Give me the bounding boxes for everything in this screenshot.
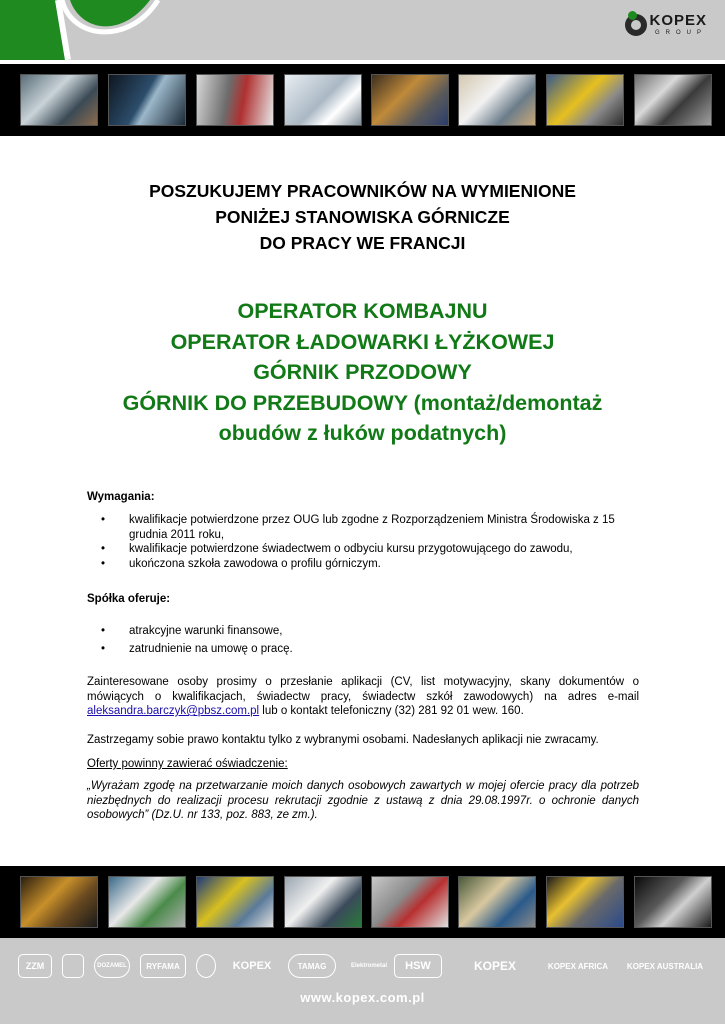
green-swoosh-graphic — [0, 0, 200, 60]
brand-logo — [62, 954, 84, 978]
brand-logo: ZZM — [18, 954, 52, 978]
requirement-item: • kwalifikacje potwierdzone świadectwem o odbyciu kursu przygotowującego do zawodu, — [87, 542, 639, 557]
contact-intro: Zainteresowane osoby prosimy o przesłanie aplikacji (CV, list motywacyjny, skany dokumentów o mówiących o kwalifikacjach, świadectw pracy, świadectw szkół zawodowych) na adres e-mail — [87, 676, 639, 703]
requirement-item: • kwalifikacje potwierdzone przez OUG lub zgodne z Rozporządzeniem Ministra Środowiska z 15 grudnia 2011 roku, — [87, 513, 639, 542]
brand-logo: HSW — [394, 954, 442, 978]
photo-workshop-hall — [458, 876, 536, 928]
consent-text: „Wyrażam zgodę na przetwarzanie moich danych osobowych zawartych w mojej ofercie pracy dla potrzeb niezbędnych do realizacji procesu rekrutacji zgodnie z ustawą z dnia 29.08.1997r. o ochronie danych osobowych” (Dz.U. nr 133, poz. 883, ze zm.). — [87, 780, 639, 821]
brand-logo: KOPEX AUSTRALIA — [626, 961, 704, 971]
kopex-logo — [625, 13, 707, 36]
requirements-label: Wymagania: — [87, 491, 155, 503]
photo-cnc-operator — [284, 876, 362, 928]
intro-heading — [0, 178, 725, 256]
photo-office-worker — [458, 74, 536, 126]
offer-list — [87, 624, 639, 659]
photo-underground-machine — [634, 876, 712, 928]
brand-logo: KOPEX — [473, 959, 516, 973]
photo-control-panel — [196, 876, 274, 928]
group-brands-row — [18, 954, 708, 980]
offer-item: • zatrudnienie na umowę o pracę. — [87, 642, 639, 657]
brand-logo: Elektrometal — [350, 963, 387, 969]
brand-logo — [196, 954, 216, 978]
page-header — [0, 0, 725, 60]
photo-lab-worker — [284, 74, 362, 126]
photo-machine-shop — [371, 74, 449, 126]
requirement-item: • ukończona szkoła zawodowa o profilu górniczym. — [87, 557, 639, 572]
top-photo-strip — [0, 64, 725, 136]
position-2: OPERATOR ŁADOWARKI ŁYŻKOWEJ — [170, 329, 555, 354]
photo-mining-tunnel — [20, 876, 98, 928]
position-3: GÓRNIK PRZODOWY — [253, 360, 472, 384]
brand-logo: KOPEX — [232, 960, 272, 972]
brand-logo: DOZAMEL — [94, 954, 130, 978]
bottom-photo-strip — [0, 866, 725, 938]
brand-logo: RYFAMA — [140, 954, 186, 978]
contact-paragraph — [87, 675, 639, 719]
consent-heading: Oferty powinny zawierać oświadczenie: — [87, 758, 288, 770]
photo-welding — [108, 74, 186, 126]
positions-heading — [0, 296, 725, 449]
photo-worker-computer — [20, 74, 98, 126]
photo-gears — [634, 74, 712, 126]
logo-group: GROUP — [654, 30, 707, 36]
position-1: OPERATOR KOMBAJNU — [237, 299, 488, 323]
kopex-swirl-icon — [625, 14, 647, 36]
website-url[interactable]: www.kopex.com.pl — [300, 990, 425, 1005]
offer-item: • atrakcyjne warunki finansowe, — [87, 624, 639, 639]
photo-yellow-machinery — [546, 74, 624, 126]
notice-paragraph: Zastrzegamy sobie prawo kontaktu tylko z wybranymi osobami. Nadesłanych aplikacji nie zwracamy. — [87, 734, 599, 746]
photo-assembly — [108, 876, 186, 928]
intro-heading-line-2: PONIŻEJ STANOWISKA GÓRNICZE — [215, 207, 510, 227]
brand-logo: TAMAG — [288, 954, 336, 978]
photo-hydraulic-props — [546, 876, 624, 928]
requirements-list — [87, 513, 639, 571]
photo-workshop — [196, 74, 274, 126]
brand-logo: KOPEX AFRICA — [547, 961, 609, 971]
intro-heading-line-1: POSZUKUJEMY PRACOWNIKÓW NA WYMIENIONE — [149, 181, 576, 201]
intro-heading-line-3: DO PRACY WE FRANCJI — [259, 233, 466, 253]
offer-label: Spółka oferuje: — [87, 593, 171, 605]
position-4: GÓRNIK DO PRZEBUDOWY (montaż/demontaż — [122, 390, 603, 415]
contact-outro: lub o kontakt telefoniczny (32) 281 92 01 wew. 160. — [259, 705, 524, 717]
page-footer — [0, 938, 725, 1024]
photo-factory-floor — [371, 876, 449, 928]
position-4-continued: obudów z łuków podatnych) — [218, 421, 507, 445]
logo-name: KOPEX — [649, 12, 707, 29]
email-link[interactable]: aleksandra.barczyk@pbsz.com.pl — [87, 705, 260, 717]
